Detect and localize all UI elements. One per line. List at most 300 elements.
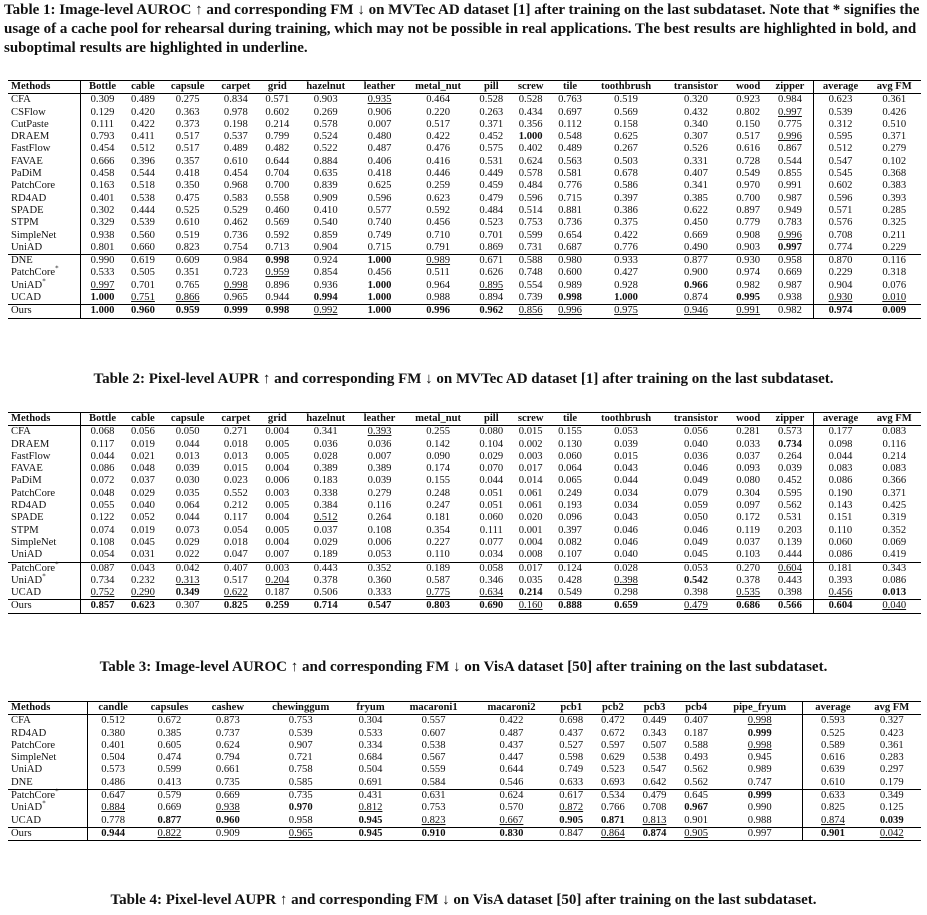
- metric-cell: 0.872: [559, 802, 584, 814]
- method-name: SPADE: [11, 204, 44, 216]
- metric-cell: 0.155: [426, 475, 451, 487]
- metric-cell: 0.389: [313, 463, 338, 475]
- metric-cell: 0.909: [313, 192, 338, 204]
- column-header: zipper: [775, 413, 805, 424]
- metric-cell: 0.624: [499, 790, 524, 802]
- metric-cell: 0.122: [81, 512, 124, 524]
- metric-cell: 0.877: [684, 255, 708, 267]
- metric-cell: 0.691: [358, 776, 383, 788]
- metric-cell: 0.539: [813, 107, 867, 119]
- column-header: transistor: [673, 413, 719, 424]
- metric-cell: 0.108: [81, 537, 124, 549]
- metric-cell: 0.794: [215, 752, 240, 764]
- metric-cell: 0.644: [499, 764, 524, 776]
- metric-cell: 0.407: [223, 562, 248, 574]
- metric-cell: 0.040: [882, 600, 907, 612]
- method-name: STPM: [11, 217, 39, 229]
- metric-cell: 0.490: [684, 241, 708, 253]
- metric-cell: 0.988: [747, 814, 772, 826]
- metric-cell: 0.044: [175, 512, 200, 524]
- metric-cell: 0.847: [559, 827, 584, 839]
- metric-cell: 0.397: [614, 192, 638, 204]
- column-header: Methods: [11, 413, 51, 424]
- metric-cell: 0.422: [614, 229, 638, 241]
- metric-cell: 0.098: [813, 439, 867, 451]
- metric-cell: 0.418: [175, 168, 200, 180]
- metric-cell: 0.751: [131, 292, 155, 304]
- metric-cell: 0.037: [313, 524, 338, 536]
- column-header: toothbrush: [601, 413, 652, 424]
- metric-cell: 0.585: [288, 776, 313, 788]
- metric-cell: 0.385: [684, 192, 708, 204]
- metric-cell: 0.776: [614, 241, 638, 253]
- metric-cell: 0.352: [367, 562, 392, 574]
- metric-cell: 0.060: [479, 512, 504, 524]
- metric-cell: 0.735: [215, 776, 240, 788]
- metric-cell: 0.090: [426, 450, 451, 462]
- metric-cell: 0.970: [736, 180, 761, 192]
- metric-cell: 0.700: [736, 192, 761, 204]
- metric-cell: 0.004: [265, 536, 290, 548]
- metric-cell: 0.059: [684, 500, 708, 512]
- metric-cell: 0.198: [223, 118, 248, 130]
- metric-cell: 0.389: [367, 463, 392, 475]
- metric-cell: 0.039: [367, 475, 392, 487]
- column-header: tile: [562, 81, 578, 92]
- metric-cell: 0.905: [559, 814, 584, 826]
- metric-cell: 0.604: [778, 562, 802, 574]
- metric-cell: 0.575: [479, 143, 504, 155]
- metric-cell: 0.588: [518, 255, 543, 267]
- metric-cell: 0.398: [684, 587, 708, 599]
- metric-cell: 0.380: [88, 728, 139, 740]
- metric-cell: 0.489: [131, 94, 155, 106]
- metric-cell: 0.758: [288, 764, 313, 776]
- metric-cell: 0.823: [421, 814, 446, 826]
- metric-cell: 0.903: [313, 94, 338, 106]
- metric-cell: 0.371: [882, 131, 907, 143]
- method-name: FastFlow: [11, 450, 51, 462]
- metric-cell: 0.600: [558, 267, 582, 279]
- metric-cell: 0.307: [175, 600, 200, 612]
- ours-row: [8, 600, 921, 613]
- table-row: [8, 815, 921, 828]
- metric-cell: 0.053: [367, 549, 392, 561]
- metric-cell: 0.046: [614, 536, 638, 548]
- table-row: [8, 740, 921, 752]
- metric-cell: 0.602: [813, 180, 867, 192]
- metric-cell: 0.552: [223, 487, 248, 499]
- metric-cell: 0.255: [426, 426, 451, 438]
- metric-cell: 0.528: [479, 94, 504, 106]
- metric-cell: 0.029: [131, 487, 155, 499]
- table-row: [8, 451, 921, 463]
- metric-cell: 0.163: [81, 180, 124, 192]
- metric-cell: 0.341: [684, 180, 708, 192]
- metric-cell: 0.980: [558, 255, 582, 267]
- metric-cell: 0.974: [736, 267, 761, 279]
- metric-cell: 0.617: [559, 790, 584, 802]
- metric-cell: 0.944: [88, 827, 139, 840]
- method-name: SimpleNet: [11, 229, 57, 241]
- metric-cell: 0.214: [265, 118, 290, 130]
- metric-cell: 0.895: [479, 279, 504, 291]
- metric-cell: 0.544: [778, 155, 802, 167]
- metric-cell: 0.061: [518, 487, 543, 499]
- metric-cell: 0.523: [600, 764, 625, 776]
- metric-cell: 0.514: [518, 204, 543, 216]
- metric-cell: 0.055: [81, 500, 124, 512]
- metric-cell: 0.056: [131, 426, 155, 438]
- metric-cell: 0.988: [426, 292, 451, 304]
- metric-cell: 0.996: [426, 305, 451, 317]
- metric-cell: 0.739: [518, 292, 543, 304]
- table-row: [8, 205, 921, 217]
- metric-cell: 0.065: [558, 475, 582, 487]
- column-header: leather: [363, 413, 396, 424]
- metric-cell: 0.542: [684, 574, 708, 586]
- metric-cell: 0.452: [778, 475, 802, 487]
- metric-cell: 0.870: [813, 255, 867, 268]
- metric-cell: 0.616: [736, 143, 761, 155]
- column-header: Methods: [11, 702, 51, 713]
- metric-cell: 0.571: [265, 94, 290, 106]
- metric-cell: 0.562: [778, 500, 802, 512]
- metric-cell: 0.686: [736, 600, 761, 612]
- metric-cell: 0.086: [81, 463, 124, 475]
- metric-cell: 0.398: [614, 574, 638, 586]
- column-header: Bottle: [81, 413, 124, 426]
- metric-cell: 0.039: [614, 438, 638, 450]
- metric-cell: 0.333: [367, 587, 392, 599]
- table-row: [8, 525, 921, 537]
- column-header: grid: [267, 413, 287, 424]
- metric-cell: 0.456: [367, 267, 392, 279]
- metric-cell: 0.982: [736, 279, 761, 291]
- table-row: [8, 575, 921, 587]
- column-header: zipper: [775, 81, 805, 92]
- metric-cell: 0.020: [518, 512, 543, 524]
- metric-cell: 0.366: [882, 475, 907, 487]
- table-mvtec-pixel-aupr: [8, 412, 921, 614]
- table-row: [8, 802, 921, 814]
- metric-cell: 0.378: [736, 574, 761, 586]
- metric-cell: 0.517: [426, 118, 451, 130]
- metric-cell: 0.557: [421, 715, 446, 727]
- metric-cell: 0.116: [882, 438, 906, 450]
- metric-cell: 0.086: [813, 475, 867, 487]
- metric-cell: 0.537: [223, 131, 248, 143]
- metric-cell: 0.033: [736, 438, 761, 450]
- method-name: UniAD*: [11, 277, 46, 291]
- metric-cell: 0.493: [684, 752, 709, 764]
- metric-cell: 0.279: [367, 487, 392, 499]
- method-name: CFA: [11, 715, 31, 727]
- metric-cell: 0.248: [426, 487, 451, 499]
- metric-cell: 0.158: [614, 118, 638, 130]
- metric-cell: 0.569: [265, 217, 290, 229]
- metric-cell: 0.484: [518, 180, 543, 192]
- metric-cell: 0.460: [265, 204, 290, 216]
- metric-cell: 0.735: [288, 790, 313, 802]
- metric-cell: 0.054: [81, 549, 124, 562]
- metric-cell: 0.489: [223, 143, 248, 155]
- metric-cell: 0.319: [882, 512, 907, 524]
- metric-cell: 0.267: [614, 143, 638, 155]
- metric-cell: 0.512: [131, 143, 155, 155]
- table-row: [8, 168, 921, 180]
- metric-cell: 0.567: [421, 752, 446, 764]
- metric-cell: 0.174: [426, 463, 451, 475]
- metric-cell: 0.588: [684, 739, 709, 751]
- metric-cell: 0.639: [803, 764, 863, 776]
- metric-cell: 0.486: [88, 777, 139, 790]
- metric-cell: 0.801: [81, 242, 124, 255]
- metric-cell: 0.544: [131, 168, 155, 180]
- metric-cell: 0.672: [157, 715, 182, 727]
- metric-cell: 0.667: [499, 814, 524, 826]
- metric-cell: 0.386: [614, 204, 638, 216]
- column-header: screw: [517, 81, 544, 92]
- method-name: UniAD: [11, 241, 43, 253]
- metric-cell: 0.329: [81, 217, 124, 229]
- metric-cell: 0.822: [157, 827, 182, 839]
- metric-cell: 0.302: [81, 205, 124, 217]
- metric-cell: 0.029: [175, 536, 200, 548]
- metric-cell: 0.017: [518, 562, 543, 574]
- metric-cell: 0.443: [313, 562, 338, 574]
- metric-cell: 0.901: [684, 814, 709, 826]
- metric-cell: 0.989: [426, 255, 451, 267]
- metric-cell: 0.535: [736, 587, 761, 599]
- metric-cell: 0.903: [736, 241, 761, 253]
- metric-cell: 0.039: [879, 814, 904, 826]
- metric-cell: 0.130: [558, 438, 582, 450]
- table-row: [8, 549, 921, 562]
- metric-cell: 0.525: [803, 728, 863, 740]
- metric-cell: 0.227: [426, 536, 451, 548]
- metric-cell: 0.599: [518, 229, 543, 241]
- metric-cell: 0.179: [879, 776, 904, 788]
- metric-cell: 0.397: [558, 524, 582, 536]
- metric-cell: 0.546: [499, 776, 524, 788]
- metric-cell: 0.991: [778, 180, 802, 192]
- column-header: candle: [88, 702, 139, 715]
- metric-cell: 0.970: [288, 802, 313, 814]
- metric-cell: 0.823: [175, 241, 200, 253]
- metric-cell: 0.987: [778, 279, 802, 291]
- metric-cell: 0.671: [479, 255, 504, 267]
- method-name: UCAD: [11, 292, 42, 304]
- metric-cell: 0.111: [81, 119, 124, 131]
- metric-cell: 0.097: [736, 500, 761, 512]
- metric-cell: 0.103: [736, 549, 761, 561]
- column-header: cable: [131, 81, 155, 92]
- metric-cell: 0.049: [684, 475, 708, 487]
- metric-cell: 0.998: [265, 255, 290, 267]
- metric-cell: 0.069: [882, 536, 907, 548]
- metric-cell: 0.298: [614, 587, 638, 599]
- metric-cell: 0.052: [131, 512, 155, 524]
- table-row: [8, 280, 921, 292]
- column-header: average: [813, 81, 867, 94]
- metric-cell: 0.607: [421, 727, 446, 739]
- table-row: [8, 512, 921, 524]
- metric-cell: 0.791: [426, 241, 451, 253]
- column-header: cable: [131, 413, 155, 424]
- metric-cell: 0.357: [175, 155, 200, 167]
- table-row: [8, 119, 921, 131]
- metric-cell: 0.249: [558, 487, 582, 499]
- metric-cell: 1.000: [81, 305, 124, 318]
- metric-cell: 0.623: [813, 94, 867, 107]
- metric-cell: 0.997: [747, 827, 772, 839]
- metric-cell: 0.538: [642, 752, 667, 764]
- metric-cell: 0.996: [778, 229, 802, 241]
- metric-cell: 0.338: [313, 487, 338, 499]
- metric-cell: 0.737: [215, 727, 240, 739]
- metric-cell: 0.464: [426, 94, 451, 106]
- metric-cell: 0.753: [518, 217, 543, 229]
- metric-cell: 0.479: [479, 192, 504, 204]
- metric-cell: 0.938: [778, 292, 802, 304]
- metric-cell: 0.401: [81, 193, 124, 205]
- metric-cell: 0.708: [813, 230, 867, 242]
- metric-cell: 0.383: [882, 180, 907, 192]
- metric-cell: 0.930: [736, 255, 761, 267]
- metric-cell: 0.080: [479, 426, 504, 438]
- ours-row: [8, 305, 921, 318]
- metric-cell: 0.830: [499, 827, 524, 839]
- metric-cell: 0.633: [559, 776, 584, 788]
- metric-cell: 0.004: [265, 463, 290, 475]
- metric-cell: 0.462: [223, 217, 248, 229]
- metric-cell: 0.086: [882, 574, 907, 586]
- metric-cell: 0.558: [265, 192, 290, 204]
- column-header: avg FM: [876, 81, 912, 92]
- metric-cell: 0.006: [367, 536, 392, 548]
- metric-cell: 0.545: [813, 168, 867, 180]
- metric-cell: 0.888: [558, 600, 582, 612]
- metric-cell: 0.187: [684, 727, 709, 739]
- table-row: [8, 728, 921, 740]
- metric-cell: 0.423: [879, 727, 904, 739]
- metric-cell: 0.004: [518, 536, 543, 548]
- metric-cell: 0.007: [367, 450, 392, 462]
- table-row: [8, 777, 921, 790]
- method-name: RD4AD: [11, 192, 47, 204]
- metric-cell: 0.482: [265, 143, 290, 155]
- metric-cell: 0.015: [518, 426, 543, 438]
- table4-caption: Table 4: Pixel-level AUPR ↑ and corresponding FM ↓ on VisA dataset [50] after training on the last subdataset.: [110, 892, 817, 908]
- metric-cell: 0.371: [882, 487, 907, 499]
- metric-cell: 1.000: [367, 255, 392, 267]
- metric-cell: 0.479: [642, 790, 667, 802]
- metric-cell: 0.005: [265, 524, 290, 536]
- metric-cell: 0.043: [614, 512, 638, 524]
- metric-cell: 0.748: [518, 267, 543, 279]
- table-row: [8, 193, 921, 205]
- table-row: [8, 156, 921, 168]
- metric-cell: 1.000: [367, 305, 392, 317]
- metric-cell: 0.220: [426, 106, 451, 118]
- metric-cell: 0.190: [813, 488, 867, 500]
- metric-cell: 0.177: [813, 426, 867, 439]
- metric-cell: 0.958: [778, 255, 802, 267]
- metric-cell: 0.039: [175, 463, 200, 475]
- metric-cell: 0.713: [265, 241, 290, 253]
- metric-cell: 0.592: [265, 229, 290, 241]
- metric-cell: 0.264: [367, 512, 392, 524]
- metric-cell: 0.526: [684, 143, 708, 155]
- metric-cell: 0.562: [684, 764, 709, 776]
- metric-cell: 0.644: [265, 155, 290, 167]
- metric-cell: 0.578: [518, 168, 543, 180]
- metric-cell: 0.604: [813, 600, 867, 613]
- metric-cell: 0.346: [479, 574, 504, 586]
- metric-cell: 0.064: [558, 463, 582, 475]
- metric-cell: 0.393: [882, 192, 907, 204]
- metric-cell: 0.040: [684, 438, 708, 450]
- metric-cell: 0.592: [426, 204, 451, 216]
- header-row: [8, 413, 921, 426]
- metric-cell: 0.624: [518, 155, 543, 167]
- metric-cell: 0.393: [367, 426, 392, 438]
- metric-cell: 0.731: [518, 241, 543, 253]
- metric-cell: 0.997: [81, 280, 124, 292]
- metric-cell: 0.904: [813, 280, 867, 292]
- metric-cell: 0.044: [81, 451, 124, 463]
- metric-cell: 0.407: [684, 168, 708, 180]
- metric-cell: 0.384: [313, 500, 338, 512]
- metric-cell: 0.083: [813, 463, 867, 475]
- method-name: Ours: [11, 827, 32, 839]
- metric-cell: 0.422: [131, 118, 155, 130]
- metric-cell: 0.187: [265, 587, 290, 599]
- metric-cell: 0.534: [600, 790, 625, 802]
- metric-cell: 0.313: [175, 574, 200, 586]
- metric-cell: 0.946: [684, 305, 708, 317]
- metric-cell: 0.378: [313, 574, 338, 586]
- metric-cell: 0.327: [879, 715, 904, 727]
- metric-cell: 0.454: [81, 143, 124, 155]
- metric-cell: 0.517: [175, 131, 200, 143]
- metric-cell: 0.949: [778, 204, 802, 216]
- metric-cell: 0.104: [479, 438, 504, 450]
- metric-cell: 0.666: [81, 156, 124, 168]
- metric-cell: 0.418: [367, 168, 392, 180]
- metric-cell: 0.519: [175, 229, 200, 241]
- metric-cell: 0.999: [747, 790, 772, 802]
- table-row: [8, 242, 921, 255]
- metric-cell: 0.629: [600, 752, 625, 764]
- metric-cell: 0.669: [157, 802, 182, 814]
- metric-cell: 0.125: [879, 802, 904, 814]
- metric-cell: 0.968: [223, 180, 248, 192]
- metric-cell: 0.864: [600, 827, 625, 839]
- column-header: avg FM: [874, 702, 910, 713]
- metric-cell: 0.877: [157, 814, 182, 826]
- metric-cell: 0.416: [426, 155, 451, 167]
- metric-cell: 0.259: [426, 180, 451, 192]
- metric-cell: 0.776: [558, 180, 582, 192]
- metric-cell: 0.547: [367, 600, 392, 612]
- metric-cell: 0.753: [421, 802, 446, 814]
- metric-cell: 0.945: [358, 814, 383, 826]
- metric-cell: 0.524: [313, 131, 338, 143]
- metric-cell: 0.997: [778, 106, 802, 118]
- metric-cell: 0.959: [175, 305, 200, 317]
